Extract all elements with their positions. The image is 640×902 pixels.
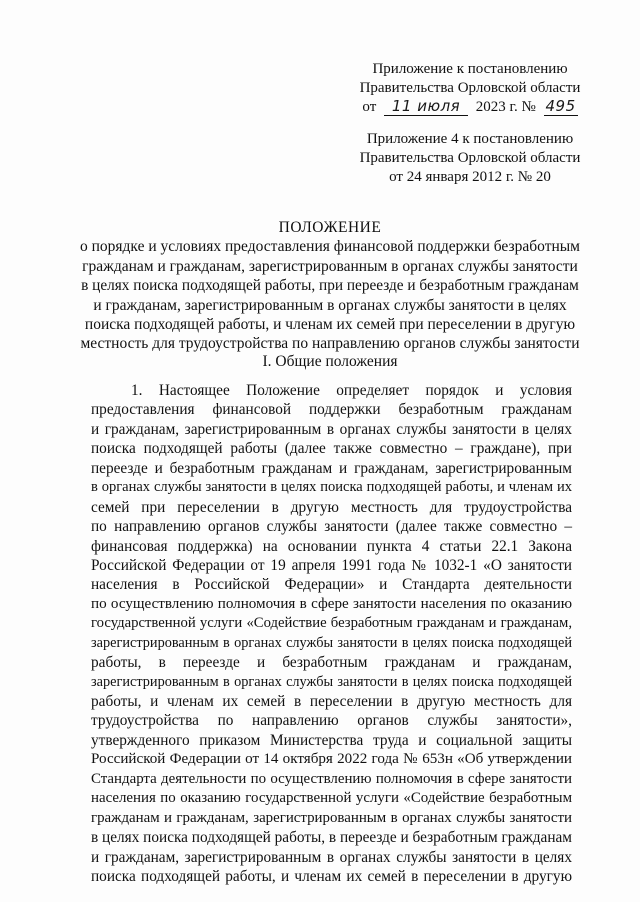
body-line: и гражданам, зарегистрированным в органах службы занятости в целях bbox=[91, 848, 572, 866]
number-blank bbox=[544, 98, 578, 116]
body-line: предоставления финансовой поддержки безработным гражданам bbox=[91, 401, 572, 419]
body-line: гражданам и гражданам, зарегистрированным в органах службы занятости bbox=[91, 809, 572, 826]
title-line: поиска подходящей работы, и членам их семей при переселении в другую bbox=[84, 316, 576, 334]
body-line: по осуществлению полномочия в сфере занятости населения по оказанию bbox=[91, 595, 572, 612]
body-line: Российской Федерации от 14 октября 2022 года № 653н «Об утверждении bbox=[91, 751, 572, 768]
body-line: семей при переселении в другую местность для трудоустройства bbox=[91, 498, 572, 516]
section-title: I. Общие положения bbox=[262, 353, 398, 370]
body-line: населения в Российской Федерации» и Стандарта деятельности bbox=[91, 576, 572, 594]
body-line: государственной услуги «Содействие безработным гражданам и гражданам, bbox=[91, 615, 572, 632]
title-line: местность для трудоустройства по направлению органов службы занятости bbox=[80, 335, 580, 353]
appendix-4-line1: Приложение 4 к постановлению bbox=[366, 131, 574, 147]
appendix-main-block bbox=[330, 60, 610, 117]
body-line: зарегистрированным в органах службы занятости в целях поиска подходящей bbox=[91, 673, 572, 690]
body-text bbox=[91, 381, 572, 886]
body-line: населения по оказанию государственной услуги «Содействие безработным bbox=[91, 790, 572, 807]
handwritten-number: 495 bbox=[545, 97, 576, 115]
date-prefix: от bbox=[362, 99, 377, 115]
date-suffix: 2023 г. № bbox=[475, 99, 536, 115]
body-line: переезде и безработным гражданам и гражданам, зарегистрированным bbox=[91, 459, 572, 477]
body-line: в органах службы занятости в целях поиска подходящей работы, и членам их bbox=[91, 479, 572, 496]
body-line: трудоустройства по направлению органов службы занятости», bbox=[91, 712, 572, 730]
body-line: финансовая поддержка) на основании пункта 4 статьи 22.1 Закона bbox=[91, 537, 572, 555]
title-line: в целях поиска подходящей работы, при переезде и безработным гражданам bbox=[81, 277, 579, 295]
body-line: поиска подходящей работы (далее также совместно – граждане), при bbox=[91, 440, 572, 458]
body-line: поиска подходящей работы, и членам их семей в переселении в другую bbox=[91, 867, 572, 885]
title-line: гражданам и гражданам, зарегистрированным в органах службы занятости bbox=[82, 257, 578, 275]
body-line: 1. Настоящее Положение определяет порядок и условия bbox=[131, 382, 572, 399]
appendix-4-line3: от 24 января 2012 г. № 20 bbox=[389, 169, 551, 185]
body-line: по направлению органов службы занятости (далее также совместно – bbox=[91, 518, 572, 536]
title-heading: ПОЛОЖЕНИЕ bbox=[278, 219, 382, 236]
body-line: Стандарта деятельности по осуществлению полномочия в сфере занятости bbox=[91, 770, 572, 787]
body-line: Российской Федерации от 19 апреля 1991 года № 1032-1 «О занятости bbox=[91, 556, 572, 574]
appendix-main-line2: Правительства Орловской области bbox=[359, 80, 581, 96]
date-blank bbox=[384, 98, 468, 116]
body-line: в целях поиска подходящей работы, в переезде и безработным гражданам bbox=[91, 829, 572, 847]
handwritten-date: 11 июля bbox=[391, 97, 461, 115]
title-line: и гражданам, зарегистрированным в органах службы занятости в целях bbox=[93, 296, 567, 314]
appendix-main-date-line bbox=[330, 98, 610, 117]
appendix-4-line2: Правительства Орловской области bbox=[359, 150, 581, 166]
document-title bbox=[80, 218, 580, 354]
body-line: и гражданам, зарегистрированным в органах службы занятости в целях bbox=[91, 420, 572, 438]
appendix-main-line1: Приложение к постановлению bbox=[372, 61, 568, 77]
body-line: утвержденного приказом Министерства труда и социальной защиты bbox=[91, 731, 572, 749]
appendix-4-block bbox=[330, 130, 610, 187]
body-line: работы, и членам их семей в переселении в другую местность для bbox=[91, 693, 572, 710]
body-line: работы, в переезде и безработным гражданам и гражданам, bbox=[91, 654, 572, 672]
body-line: зарегистрированным в органах службы занятости в целях поиска подходящей bbox=[91, 634, 572, 651]
title-line: о порядке и условиях предоставления финансовой поддержки безработным bbox=[80, 238, 580, 256]
